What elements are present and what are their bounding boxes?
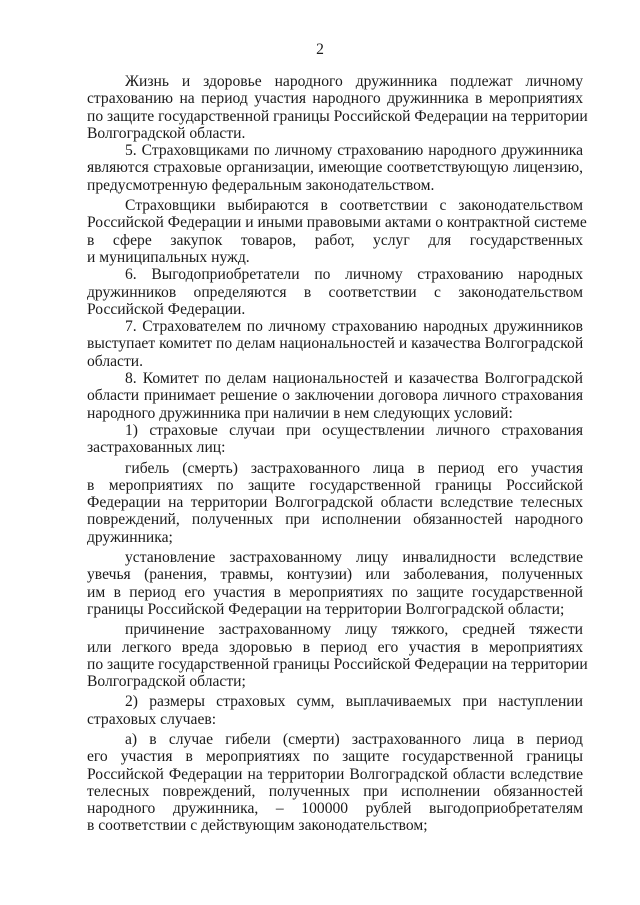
text-line: Российской Федерации на территории Волгоградской области вследствие	[87, 765, 583, 783]
text-line: и муниципальных нужд.	[87, 248, 250, 266]
text-line: предусмотренную федеральным законодательством.	[87, 176, 435, 194]
text-line: 5. Страховщиками по личному страхованию народного дружинника	[125, 142, 583, 160]
paragraph-item-6	[87, 266, 583, 318]
text-line: 8. Комитет по делам национальностей и казачества Волгоградской	[125, 370, 583, 388]
text-line: Страховщики выбираются в соответствии с законодательством	[125, 197, 583, 215]
text-line: 2) размеры страховых сумм, выплачиваемых при наступлении	[125, 693, 583, 711]
text-line: Федерации на территории Волгоградской области вследствие телесных	[87, 494, 583, 512]
text-line: в сфере закупок товаров, работ, услуг для государственных	[87, 231, 583, 249]
text-line: в соответствии с действующим законодательством;	[87, 817, 428, 835]
text-line: им в период его участия в мероприятиях по защите государственной	[87, 583, 583, 601]
paragraph-disability-case	[87, 549, 583, 618]
text-line: Волгоградской области.	[87, 124, 246, 142]
text-line: 6. Выгодоприобретатели по личному страхованию народных	[125, 266, 583, 284]
text-line: 7. Страхователем по личному страхованию народных дружинников	[125, 318, 583, 336]
paragraph-item-5	[87, 142, 583, 194]
text-line: в мероприятиях по защите государственной границы Российской	[87, 476, 583, 494]
paragraph-insurers-selection	[87, 197, 587, 266]
text-line: народного дружинника при наличии в нем следующих условий:	[87, 404, 513, 422]
text-line: народного дружинника, – 100000 рублей выгодоприобретателям	[87, 800, 583, 818]
paragraph-life-insurance	[87, 73, 588, 142]
text-line: повреждений, полученных при исполнении обязанностей народного	[87, 511, 583, 529]
text-line: границы Российской Федерации на территории Волгоградской области;	[87, 600, 565, 618]
page-number: 2	[316, 41, 324, 58]
text-line: дружинника;	[87, 528, 173, 546]
paragraph-item-8	[87, 370, 583, 422]
paragraph-subitem-a	[87, 731, 583, 835]
text-line: страхованию на период участия народного дружинника в мероприятиях	[87, 90, 583, 108]
paragraph-harm-case	[87, 621, 588, 691]
text-line: страховых случаев:	[87, 710, 217, 728]
text-line: выступает комитет по делам национальностей и казачества Волгоградской	[87, 335, 584, 353]
text-line: дружинников определяются в соответствии с законодательством	[87, 283, 583, 301]
text-line: а) в случае гибели (смерти) застрахованного лица в период	[125, 730, 583, 748]
text-line: застрахованных лиц:	[87, 439, 226, 457]
text-line: или легкого вреда здоровью в период его участия в мероприятиях	[87, 638, 583, 656]
paragraph-death-case	[87, 460, 583, 546]
text-line: Российской Федерации и иными правовыми актами о контрактной системе	[87, 214, 587, 232]
text-line: гибель (смерть) застрахованного лица в период его участия	[125, 459, 583, 477]
text-line: являются страховые организации, имеющие соответствующую лицензию,	[87, 159, 583, 177]
text-line: области принимает решение о заключении договора личного страхования	[87, 387, 583, 405]
text-line: по защите государственной границы Российской Федерации на территории	[87, 107, 588, 125]
text-line: увечья (ранения, травмы, контузии) или заболевания, полученных	[87, 566, 583, 584]
document-body	[87, 73, 588, 835]
text-line: его участия в мероприятиях по защите государственной границы	[87, 748, 583, 766]
text-line: причинение застрахованному лицу тяжкого, средней тяжести	[125, 621, 583, 639]
text-line: по защите государственной границы Российской Федерации на территории	[87, 655, 588, 673]
text-line: области.	[87, 352, 144, 370]
text-line: Волгоградской области;	[87, 673, 246, 691]
paragraph-item-7	[87, 318, 583, 370]
paragraph-subitem-1	[87, 422, 583, 457]
text-line: 1) страховые случаи при осуществлении личного страхования	[125, 421, 583, 439]
text-line: телесных повреждений, полученных при исполнении обязанностей	[87, 782, 583, 800]
text-line: установление застрахованному лицу инвалидности вследствие	[125, 549, 583, 567]
text-line: Российской Федерации.	[87, 300, 246, 318]
paragraph-subitem-2	[87, 693, 583, 728]
text-line: Жизнь и здоровье народного дружинника подлежат личному	[125, 73, 583, 90]
